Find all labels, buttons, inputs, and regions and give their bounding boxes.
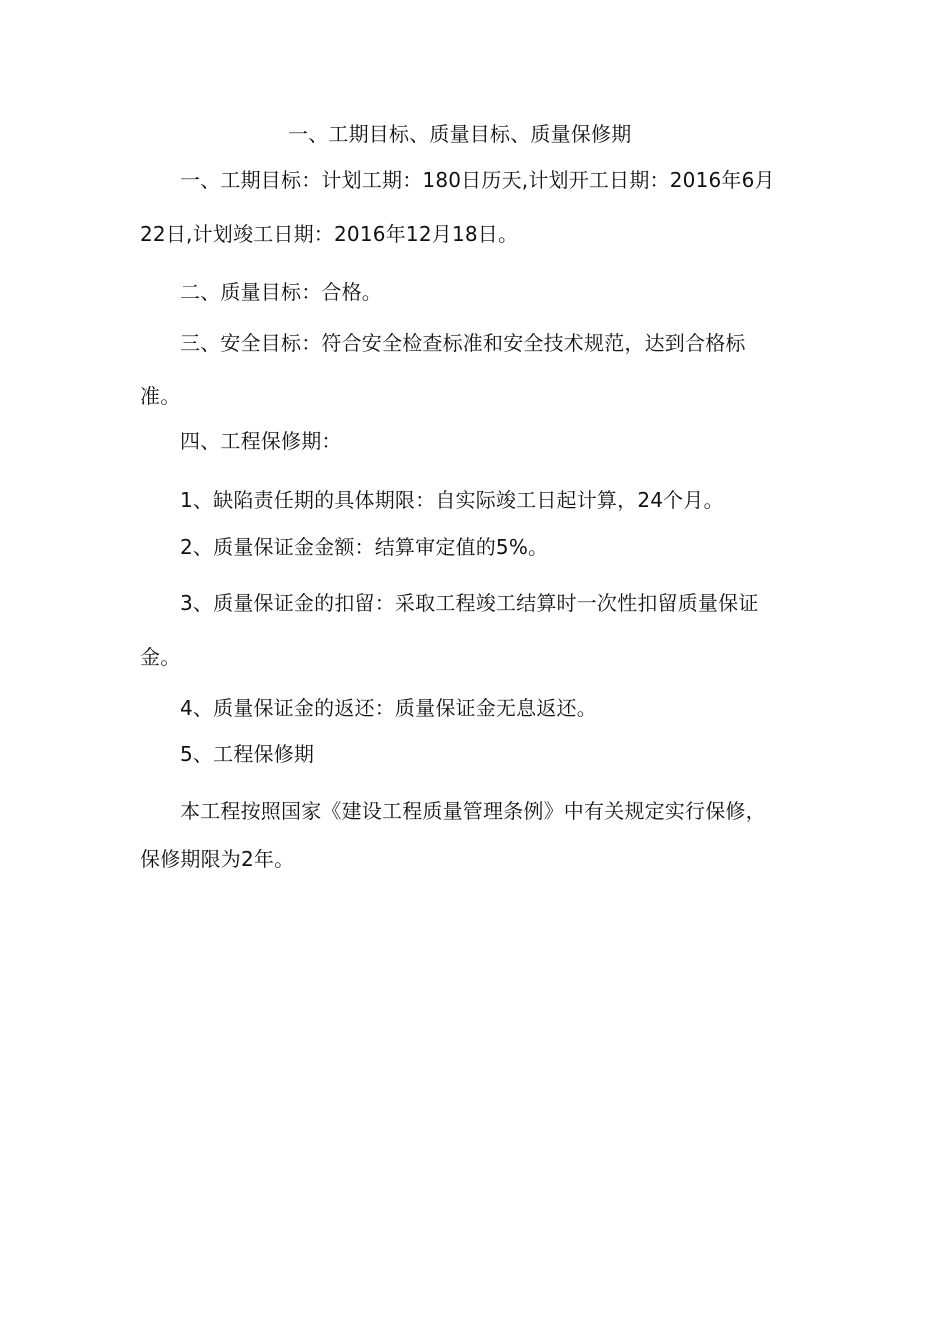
- warranty-item-4: 4、质量保证金的返还：质量保证金无息返还。: [180, 696, 597, 720]
- warranty-item-2: 2、质量保证金金额：结算审定值的5%。: [180, 535, 549, 559]
- safety-goal-line-2: 准。: [140, 384, 181, 408]
- warranty-item-1: 1、缺陷责任期的具体期限：自实际竣工日起计算，24个月。: [180, 488, 724, 512]
- document-title: 一、工期目标、质量目标、质量保修期: [288, 122, 632, 146]
- warranty-item-3-line-1: 3、质量保证金的扣留：采取工程竣工结算时一次性扣留质量保证: [180, 591, 759, 615]
- warranty-statement-line-2: 保修期限为2年。: [140, 847, 295, 871]
- warranty-statement-line-1: 本工程按照国家《建设工程质量管理条例》中有关规定实行保修，: [180, 799, 766, 823]
- schedule-goal-line-2: 22日,计划竣工日期：2016年12月18日。: [140, 222, 519, 246]
- safety-goal-line-1: 三、安全目标：符合安全检查标准和安全技术规范，达到合格标: [180, 331, 746, 355]
- warranty-item-3-line-2: 金。: [140, 645, 181, 669]
- warranty-item-5: 5、工程保修期: [180, 742, 315, 766]
- schedule-goal-line-1: 一、工期目标：计划工期：180日历天,计划开工日期：2016年6月: [180, 168, 775, 192]
- quality-goal: 二、质量目标：合格。: [180, 280, 382, 304]
- warranty-heading: 四、工程保修期：: [180, 429, 342, 453]
